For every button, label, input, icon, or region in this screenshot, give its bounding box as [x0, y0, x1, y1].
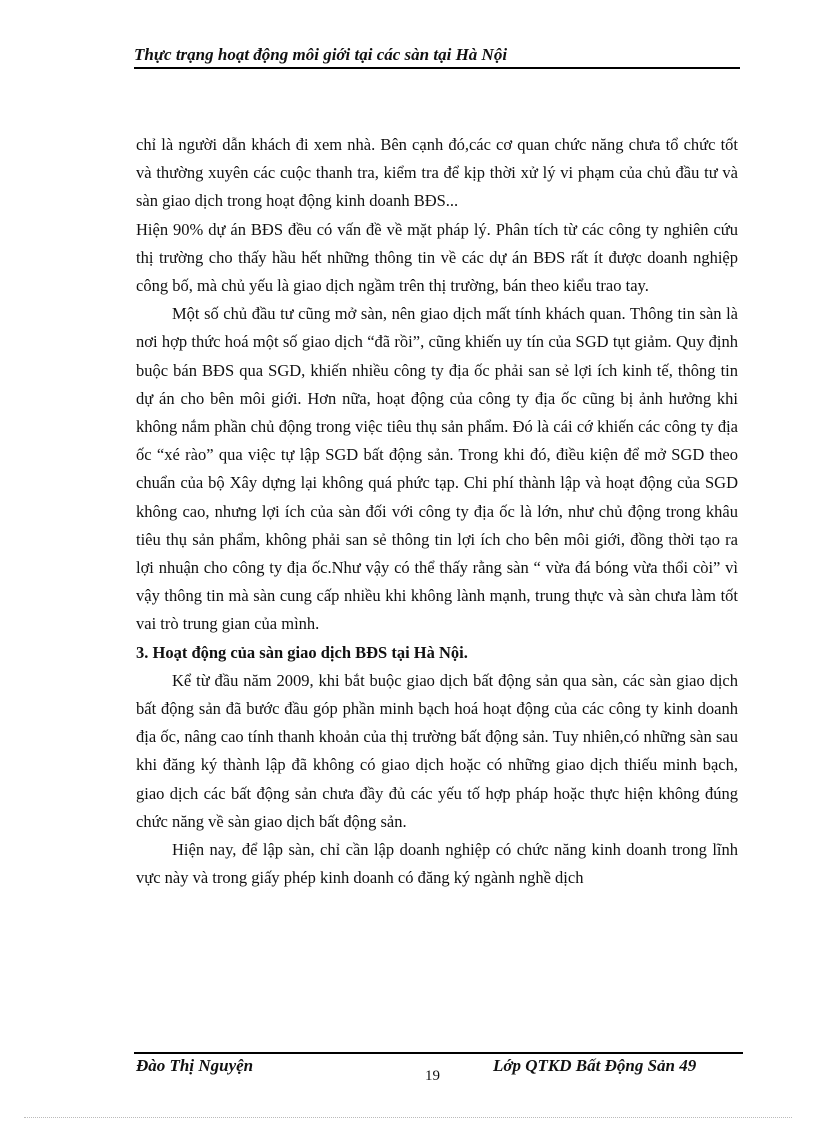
paragraph-investors: Một số chủ đầu tư cũng mở sàn, nên giao dịch mất tính khách quan. Thông tin sàn là nơi hợp thức hoá một số giao dịch “đã rồi”, cũng khiến uy tín của SGD tụt giảm. Quy định buộc bán BĐS qua SGD, khiến nhiều công ty địa ốc phải san sẻ lợi ích kinh tế, thông tin dự án cho bên môi giới. Hơn nữa, hoạt động của công ty địa ốc cũng bị ảnh hưởng khi không nắm phần chủ động trong việc tiêu thụ sản phẩm. Đó là cái cớ khiến các công ty địa ốc “xé rào” qua việc tự lập SGD bất động sản. Trong khi đó, điều kiện để mở SGD theo chuẩn của bộ Xây dựng lại không quá phức tạp. Chi phí thành lập và hoạt động của SGD không cao, nhưng lợi ích của sàn đối với công ty địa ốc là lớn, như chủ động trong khâu tiêu thụ sản phẩm, không phải san sẻ thông tin lợi ích cho bên môi giới, đồng thời tạo ra lợi nhuận cho công ty địa ốc.Như vậy có thể thấy rằng sàn “ vừa đá bóng vừa thổi còi” vì vậy thông tin mà sàn cung cấp nhiều khi không lành mạnh, trung thực và sàn chưa làm tốt vai trò trung gian của mình.	[136, 304, 738, 634]
paragraph-continuation: chỉ là người dẫn khách đi xem nhà. Bên cạnh đó,các cơ quan chức năng chưa tổ chức tốt và thường xuyên các cuộc thanh tra, kiểm tra để kịp thời xử lý vi phạm của chủ đầu tư và sàn giao dịch trong hoạt động kinh doanh BĐS...	[136, 135, 738, 211]
page-number: 19	[425, 1068, 440, 1084]
section-heading: 3. Hoạt động của sàn giao dịch BĐS tại Hà Nội.	[136, 642, 468, 662]
page-edge-divider	[24, 1117, 792, 1118]
footer-divider	[134, 1052, 743, 1054]
running-header: Thực trạng hoạt động môi giới tại các sàn tại Hà Nội	[134, 44, 740, 69]
footer-class: Lớp QTKD Bất Động Sản 49	[493, 1056, 697, 1075]
paragraph-currently: Hiện nay, để lập sàn, chỉ cần lập doanh nghiệp có chức năng kinh doanh trong lĩnh vực này và trong giấy phép kinh doanh có đăng ký ngành nghề dịch	[136, 840, 738, 888]
paragraph-since-2009: Kể từ đầu năm 2009, khi bắt buộc giao dịch bất động sản qua sàn, các sàn giao dịch bất động sản đã bước đầu góp phần minh bạch hoá hoạt động của các công ty kinh doanh địa ốc, nâng cao tính thanh khoản của thị trường bất động sản. Tuy nhiên,có những sàn sau khi đăng ký thành lập đã không có giao dịch hoặc có những giao dịch thiếu minh bạch, giao dịch các bất động sản chưa đầy đủ các yếu tố hợp pháp hoặc thực hiện không đúng chức năng về sàn giao dịch bất động sản.	[136, 670, 738, 831]
paragraph-legal-issues: Hiện 90% dự án BĐS đều có vấn đề về mặt pháp lý. Phân tích từ các công ty nghiên cứu thị trường cho thấy hầu hết những thông tin về các dự án BĐS rất ít được doanh nghiệp công bố, mà chủ yếu là giao dịch ngầm trên thị trường, bán theo kiểu trao tay.	[136, 219, 738, 296]
footer-author: Đào Thị Nguyện	[136, 1056, 254, 1075]
document-body	[136, 131, 738, 892]
